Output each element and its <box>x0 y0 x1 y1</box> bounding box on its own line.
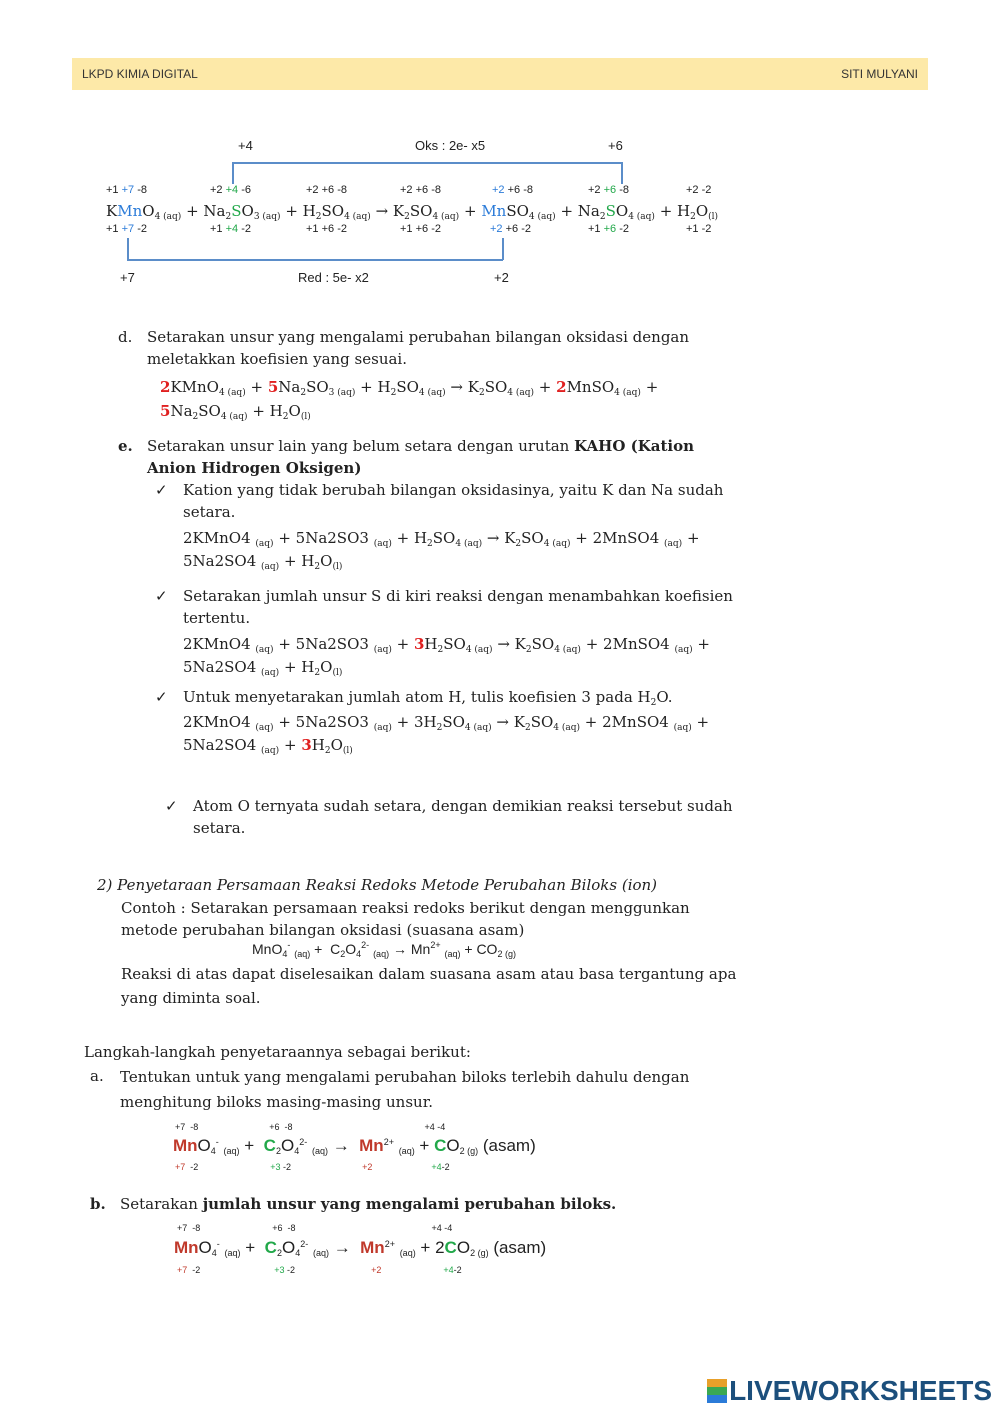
step-b-text: Setarakan jumlah unsur yang mengalami perubahan biloks. <box>120 1195 617 1213</box>
step-d-text: Setarakan unsur yang mengalami perubahan bilangan oksidasi dengan meletakkan koefisien yang sesuai. <box>147 328 690 368</box>
step-a-top-numbers: +7 -8 +6 -8 +4 -4 <box>175 1122 446 1132</box>
section2-title: 2) Penyetaraan Persamaan Reaksi Redoks Metode Perubahan Biloks (ion) <box>97 876 658 894</box>
check-icon: ✓ <box>155 587 168 605</box>
check4-text: Atom O ternyata sudah setara, dengan demikian reaksi tersebut sudah setara. <box>193 797 733 837</box>
step-b-top-numbers: +7 -8 +6 -8 +4 -4 <box>177 1223 453 1233</box>
liveworksheets-logo: LIVEWORKSHEETS <box>707 1375 992 1407</box>
logo-icon <box>707 1379 727 1403</box>
red-left: +7 <box>120 270 135 285</box>
page-header <box>72 58 928 90</box>
oks-left: +4 <box>238 138 253 153</box>
equation-d: 2KMnO$_{4 (aq)}$ + $5Na_2SO_{3 (aq)} + H_2SO_{4 (aq)} \to K_2SO_{4 (aq)}$ + 2MnSO$_{4 (aq)}$ + $5Na_2SO_{4 (aq)} + H_2O_{(l)}$ <box>160 378 659 422</box>
step-b-letter: b. <box>90 1195 106 1213</box>
check2-text: Setarakan jumlah unsur S di kiri reaksi dengan menambahkan koefisien tertentu. <box>183 587 733 627</box>
step-a-bottom-numbers: +7 -2 +3 -2 +2 +4-2 <box>175 1162 450 1172</box>
header-left: LKPD KIMIA DIGITAL <box>82 67 198 81</box>
section2-note: Reaksi di atas dapat diselesaikan dalam suasana asam atau basa tergantung apa yang diminta soal. <box>121 965 737 1007</box>
step-a-letter: a. <box>90 1067 104 1085</box>
step-a-equation: MnO$_4$- $_{(aq)} + C_2O_4^{2-}$ $_{(aq)} \to Mn^{2+}$ $_{(aq)} + CO_{2 (g)}$ (asam) <box>173 1136 536 1156</box>
oks-right: +6 <box>608 138 623 153</box>
oks-label: Oks : 2e- x5 <box>415 138 486 153</box>
check3-text: Untuk menyetarakan jumlah atom H, tulis koefisien 3 pada $H_2O$. <box>183 688 673 708</box>
top-oxidation-numbers: +1 +7 -8 <box>106 184 147 196</box>
check1-text: Kation yang tidak berubah bilangan oksidasinya, yaitu K dan Na sudah setara. <box>183 481 724 521</box>
step-b-equation: MnO$_4$- $_{(aq)} + C_2O_4^{2-}$ $_{(aq)} \to Mn^{2+}$ $_{(aq)} + 2CO_{2 (g)}$ (asam) <box>174 1238 547 1258</box>
equation-e2: 2KMnO4 $_{(aq)}$ + 5Na2SO3 $_{(aq)} + 3H_2SO_{4 (aq)} \to K_2SO_{4 (aq)}$ + 2MnSO4 $_{(aq)}$ + 5Na2SO4 $_{(aq)} + H_2O_{(l)}$ <box>183 635 710 678</box>
step-d-letter: d. <box>118 328 133 346</box>
step-b-bottom-numbers: +7 -2 +3 -2 +2 +4-2 <box>177 1265 462 1275</box>
red-label: Red : 5e- x2 <box>298 270 369 285</box>
equation-e1: 2KMnO4 $_{(aq)}$ + 5Na2SO3 $_{(aq)} + H_2SO_{4 (aq)} \to K_2SO_{4 (aq)}$ + 2MnSO4 $_{(aq)}$ + 5Na2SO4 $_{(aq)} + H_2O_{(l)}$ <box>183 529 700 572</box>
ion-equation: MnO$_4$- $_{(aq)} + C_2O_4^{2-}$ $_{(aq)} \to Mn^{2+}$ $_{(aq)} + CO_{2 (g)}$ <box>252 940 516 959</box>
main-equation: KMnO$_{4 (aq)}$ + $Na_2SO_{3 (aq)} + H_2SO_{4 (aq)} \to K_2SO_{4 (aq)}$ + MnSO$_{4 (aq)}$ + $Na_2SO_{4 (aq)} + H_2O_{(l)}$ <box>106 202 719 222</box>
header-right: SITI MULYANI <box>841 67 918 81</box>
equation-e3: 2KMnO4 $_{(aq)}$ + 5Na2SO3 $_{(aq)} + 3H_2SO_{4 (aq)} \to K_2SO_{4 (aq)}$ + 2MnSO4 $_{(aq)}$ + 5Na2SO4 $_{(aq)} + 3H_2O_{(l)}$ <box>183 713 710 756</box>
check-icon: ✓ <box>155 481 168 499</box>
steps-intro: Langkah-langkah penyetaraannya sebagai berikut: <box>84 1043 471 1061</box>
step-a-text: Tentukan untuk yang mengalami perubahan biloks terlebih dahulu dengan menghitung biloks masing-masing unsur. <box>120 1068 690 1111</box>
check-icon: ✓ <box>165 797 178 815</box>
step-e-text: Setarakan unsur lain yang belum setara dengan urutan KAHO (Kation Anion Hidrogen Oksigen) <box>147 437 695 477</box>
step-e-letter: e. <box>118 437 133 455</box>
red-right: +2 <box>494 270 509 285</box>
check-icon: ✓ <box>155 688 168 706</box>
section2-intro: Contoh : Setarakan persamaan reaksi redoks berikut dengan menggunkan metode perubahan bilangan oksidasi (suasana asam) <box>121 899 690 939</box>
